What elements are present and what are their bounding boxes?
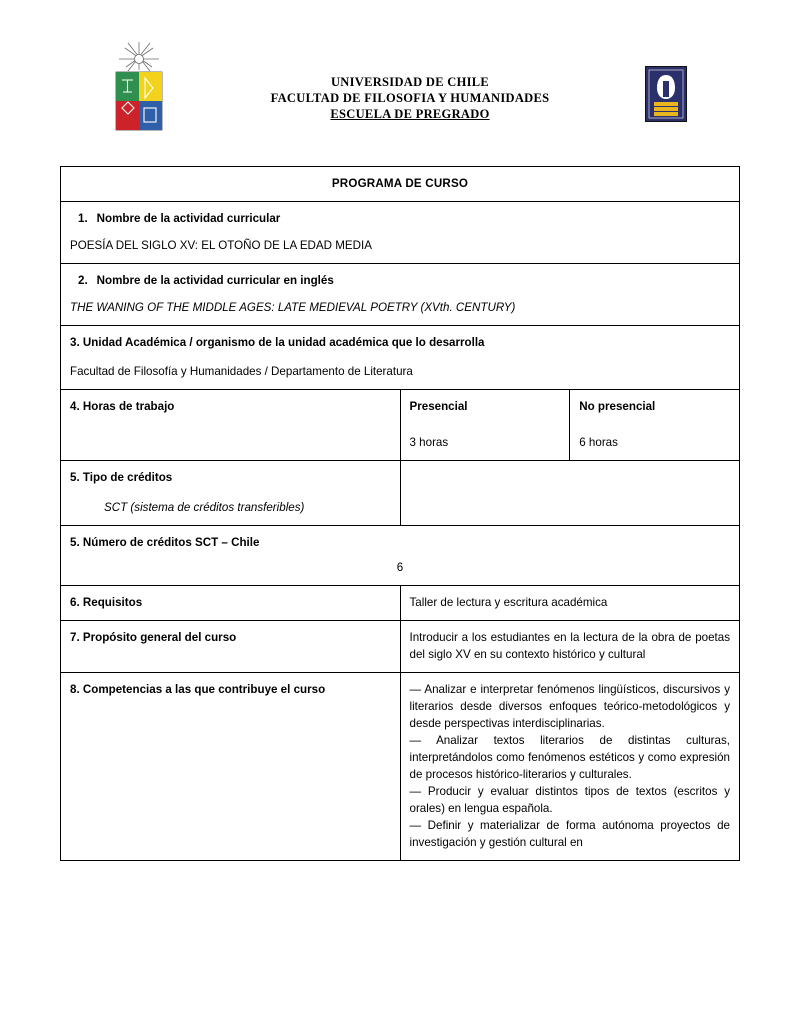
section-5a-empty-cell (400, 461, 740, 526)
facultad-emblem (645, 66, 687, 122)
competency-item: — Analizar textos literarios de distintas culturas, interpretándolos como fenómenos estéticos y como expresión de procesos histórico-literarios y culturales. (409, 734, 730, 781)
section-5a-value: SCT (sistema de créditos transferibles) (104, 501, 305, 514)
section-4-no-presencial-value: 6 horas (579, 436, 618, 449)
section-8-label: 8. Competencias a las que contribuye el curso (70, 683, 326, 696)
header-line-2: FACULTAD DE FILOSOFIA Y HUMANIDADES (270, 91, 550, 105)
program-title: PROGRAMA DE CURSO (61, 167, 740, 202)
section-4-presencial-cell (400, 390, 570, 461)
competency-item: — Producir y evaluar distintos tipos de textos (escritos y orales) en lengua española. (409, 785, 730, 815)
header-institution-text (210, 74, 610, 122)
table-row-section-3 (61, 326, 740, 390)
section-7-value: Introducir a los estudiantes en la lectura de la obra de poetas del siglo XV en su contexto histórico y cultural (409, 631, 730, 661)
section-1-number: 1. (78, 212, 88, 225)
section-2-cell (61, 264, 740, 326)
table-row-title (61, 167, 740, 202)
section-8-value-cell (400, 673, 740, 861)
section-6-value: Taller de lectura y escritura académica (409, 596, 608, 609)
section-7-label-cell (61, 621, 401, 673)
table-row-section-2 (61, 264, 740, 326)
section-5b-cell (61, 526, 740, 586)
table-row-section-7 (61, 621, 740, 673)
section-3-value: Facultad de Filosofía y Humanidades / Departamento de Literatura (70, 365, 413, 378)
table-row-section-5a (61, 461, 740, 526)
header-line-1: UNIVERSIDAD DE CHILE (330, 75, 490, 89)
section-2-number: 2. (78, 274, 88, 287)
section-4-presencial-head: Presencial (409, 400, 468, 413)
universidad-de-chile-crest (110, 40, 168, 132)
section-7-label: 7. Propósito general del curso (70, 631, 237, 644)
section-5b-label: 5. Número de créditos SCT – Chile (70, 536, 260, 549)
competency-item: — Definir y materializar de forma autónoma proyectos de investigación y gestión cultural en (409, 819, 730, 849)
section-6-label-cell (61, 586, 401, 621)
section-6-value-cell (400, 586, 740, 621)
section-2-label: Nombre de la actividad curricular en inglés (96, 274, 334, 287)
section-4-label: 4. Horas de trabajo (70, 400, 175, 413)
header-line-3: ESCUELA DE PREGRADO (330, 107, 490, 121)
section-4-no-presencial-head: No presencial (579, 400, 656, 413)
table-row-section-1 (61, 202, 740, 264)
section-5a-label-cell (61, 461, 401, 526)
section-1-heading (70, 210, 730, 227)
table-row-section-5b (61, 526, 740, 586)
section-7-value-cell (400, 621, 740, 673)
section-8-label-cell (61, 673, 401, 861)
section-3-label: 3. Unidad Académica / organismo de la unidad académica que lo desarrolla (70, 336, 485, 349)
section-4-presencial-value: 3 horas (409, 436, 449, 449)
section-4-label-cell (61, 390, 401, 461)
section-1-label: Nombre de la actividad curricular (96, 212, 281, 225)
course-program-table (60, 166, 740, 861)
section-2-heading (70, 272, 730, 289)
section-5b-value: 6 (396, 561, 404, 574)
section-1-cell (61, 202, 740, 264)
section-1-value: POESÍA DEL SIGLO XV: EL OTOÑO DE LA EDAD MEDIA (70, 239, 372, 252)
section-6-label: 6. Requisitos (70, 596, 143, 609)
table-row-section-4 (61, 390, 740, 461)
section-4-no-presencial-cell (570, 390, 740, 461)
section-3-cell (61, 326, 740, 390)
competency-item: — Analizar e interpretar fenómenos lingüísticos, discursivos y literarios desde diversos enfoques teórico-metodológicos y desde perspectivas interdisciplinarias. (409, 683, 730, 730)
section-5a-label: 5. Tipo de créditos (70, 471, 173, 484)
section-2-value: THE WANING OF THE MIDDLE AGES: LATE MEDIEVAL POETRY (XVth. CENTURY) (70, 301, 516, 314)
document-header (60, 36, 740, 148)
table-row-section-8 (61, 673, 740, 861)
table-row-section-6 (61, 586, 740, 621)
